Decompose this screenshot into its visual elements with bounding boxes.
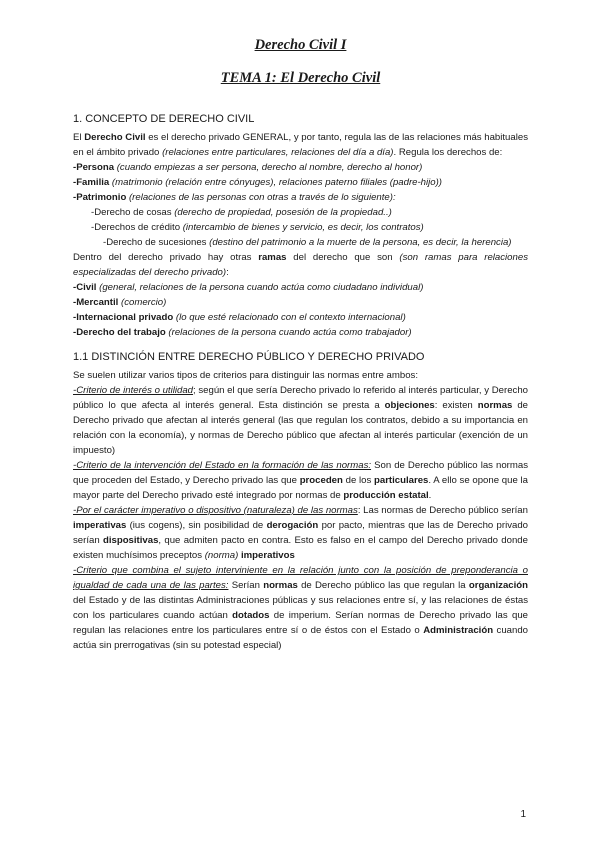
list-item: -Patrimonio (relaciones de las personas con otras a través de lo siguiente): (73, 192, 396, 203)
criterion-nature: -Por el carácter imperativo o dispositivo (naturaleza) de las normas: Las normas de Derecho público serían imperativas (ius cogens), sin posibilidad de derogación por pacto, mientras que las de Derecho privado serían dispositivas, que admiten pacto en contra. Esto es falso en el campo del Derecho privado donde existen muchísimos preceptos (norma) imperativos (73, 505, 528, 561)
document-page (73, 38, 528, 653)
section-heading-1: 1. CONCEPTO DE DERECHO CIVIL (73, 113, 255, 125)
list-item: -Familia (matrimonio (relación entre cónyuges), relaciones paterno filiales (padre-hijo)) (73, 177, 442, 188)
topic-title: TEMA 1: El Derecho Civil (220, 70, 381, 86)
list-item: -Mercantil (comercio) (73, 297, 167, 308)
list-item: -Internacional privado (lo que esté relacionado con el contexto internacional) (73, 312, 406, 323)
criterion-subject: -Criterio que combina el sujeto interviniente en la relación junto con la posición de preponderancia o igualdad de cada una de las partes: Serían normas de Derecho público las que regulan la organización del Estado y de las distintas Administraciones públicas y sus relaciones entre sí, y las relaciones de éstas con los particulares cuando actúan dotados de imperium. Serían normas de Derecho privado las que regulan las relaciones entre los particulares entre sí o de éstos con el Estado o Administración cuando actúa sin prerrogativas (sin su potestad especial) (73, 565, 529, 651)
sub-item: -Derechos de crédito (intercambio de bienes y servicio, es decir, los contratos) (91, 222, 424, 233)
document-title: Derecho Civil I (254, 37, 347, 53)
list-item: -Persona (cuando empiezas a ser persona, derecho al nombre, derecho al honor) (73, 162, 423, 173)
section-heading-2: 1.1 DISTINCIÓN ENTRE DERECHO PÚBLICO Y DERECHO PRIVADO (73, 351, 425, 363)
list-item: -Derecho del trabajo (relaciones de la persona cuando actúa como trabajador) (73, 327, 412, 338)
criterion-interest: -Criterio de interés o utilidad; según el que sería Derecho privado lo referido al interés particular, y Derecho público lo que afecta al interés general. Esta distinción se presta a objeciones: existen normas de Derecho privado que afectan al interés general (las que regulan los contratos, debido a su importancia en relación con la economía), y normas de Derecho público que afectan al interés particular (exención de un impuesto) (73, 385, 528, 456)
criteria-intro: Se suelen utilizar varios tipos de criterios para distinguir las normas entre ambos: (73, 370, 419, 381)
sub-item: -Derecho de cosas (derecho de propiedad, posesión de la propiedad..) (91, 207, 392, 218)
branches-paragraph: Dentro del derecho privado hay otras ramas del derecho que son (son ramas para relaciones especializadas del derecho privado): (73, 252, 528, 278)
page-number: 1 (520, 809, 526, 820)
criterion-state: -Criterio de la intervención del Estado en la formación de las normas: Son de Derecho público las normas que proceden del Estado, y Derecho privado las que proceden de los particulares. A ello se opone que la mayor parte del Derecho privado esté integrado por normas de producción estatal. (73, 460, 528, 501)
list-item: -Civil (general, relaciones de la persona cuando actúa como ciudadano individual) (73, 282, 424, 293)
sub-item: -Derecho de sucesiones (destino del patrimonio a la muerte de la persona, es decir, la herencia) (103, 237, 512, 248)
concept-paragraph: El Derecho Civil es el derecho privado GENERAL, y por tanto, regula las de las relaciones más habituales en el ámbito privado (relaciones entre particulares, relaciones del día a día). Regula los derechos de: (73, 132, 528, 158)
